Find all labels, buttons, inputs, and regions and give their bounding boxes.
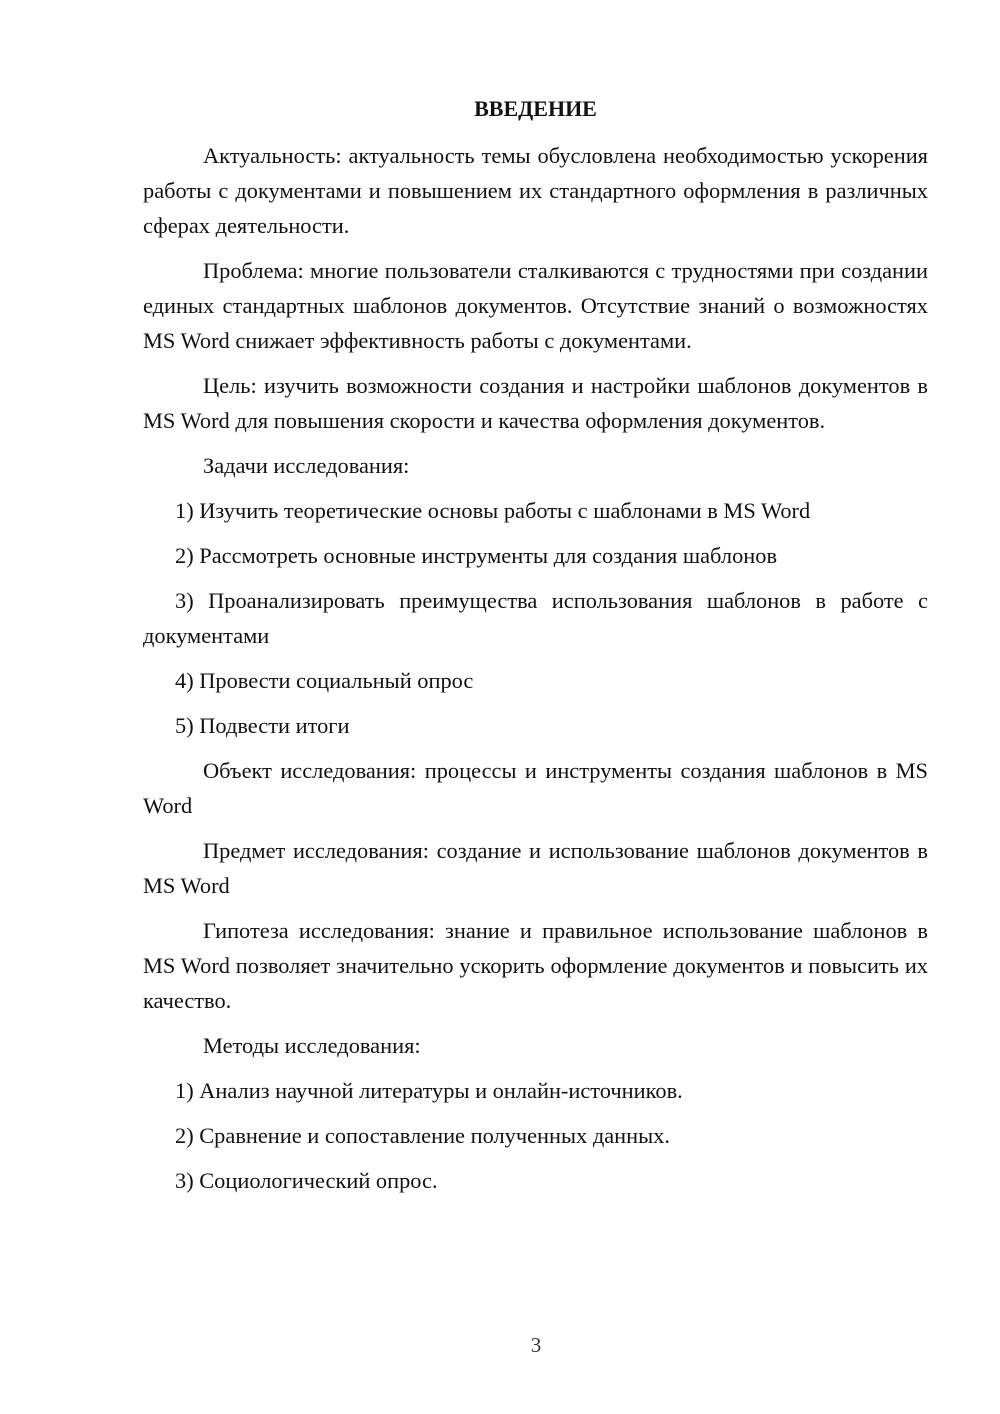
paragraph-hypothesis: Гипотеза исследования: знание и правильное использование шаблонов в MS Word позволяет значительно ускорить оформление документов и повысить их качество. xyxy=(143,918,928,1013)
section-title: ВВЕДЕНИЕ xyxy=(474,96,597,121)
paragraph-subject: Предмет исследования: создание и использование шаблонов документов в MS Word xyxy=(143,838,928,898)
method-item-2: 2) Сравнение и сопоставление полученных данных. xyxy=(175,1123,670,1148)
paragraph-goal: Цель: изучить возможности создания и настройки шаблонов документов в MS Word для повышения скорости и качества оформления документов. xyxy=(143,373,928,433)
paragraph-relevance: Актуальность: актуальность темы обусловлена необходимостью ускорения работы с документами и повышением их стандартного оформления в различных сферах деятельности. xyxy=(143,143,928,238)
task-item-4: 4) Провести социальный опрос xyxy=(175,668,474,693)
method-item-3: 3) Социологический опрос. xyxy=(175,1168,438,1193)
paragraph-object: Объект исследования: процессы и инструменты создания шаблонов в MS Word xyxy=(143,758,928,818)
task-item-1: 1) Изучить теоретические основы работы с шаблонами в MS Word xyxy=(175,498,811,523)
task-item-2: 2) Рассмотреть основные инструменты для создания шаблонов xyxy=(175,543,778,568)
paragraph-problem: Проблема: многие пользователи сталкиваются с трудностями при создании единых стандартных шаблонов документов. Отсутствие знаний о возможностях MS Word снижает эффективность работы с документами. xyxy=(143,258,928,353)
method-item-1: 1) Анализ научной литературы и онлайн-источников. xyxy=(175,1078,683,1103)
tasks-heading: Задачи исследования: xyxy=(203,453,410,478)
task-item-3: 3) Проанализировать преимущества использования шаблонов в работе с документами xyxy=(143,588,928,648)
methods-heading: Методы исследования: xyxy=(203,1033,421,1058)
task-item-5: 5) Подвести итоги xyxy=(175,713,350,738)
page-content xyxy=(143,91,928,1208)
page-number: 3 xyxy=(530,1333,542,1357)
